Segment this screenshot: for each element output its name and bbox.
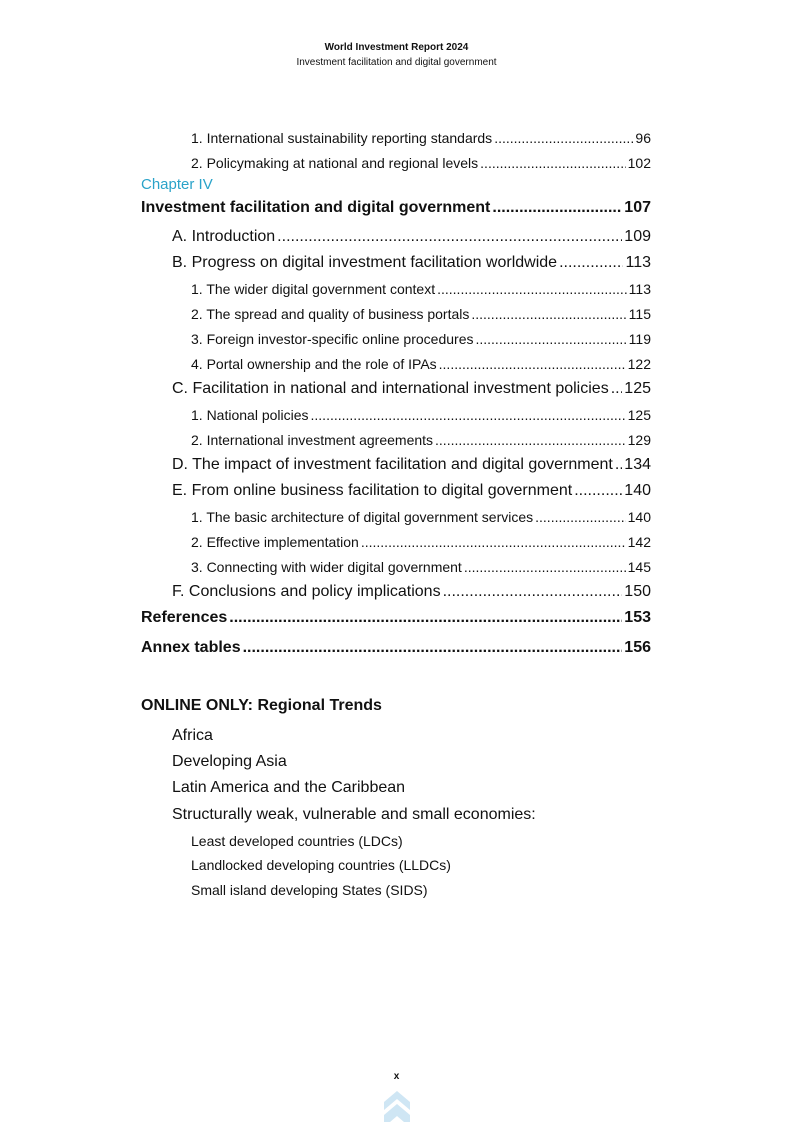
toc-section[interactable]: [172, 228, 651, 246]
toc-entry-page: 140: [624, 482, 651, 499]
toc-subsection[interactable]: [191, 306, 651, 322]
toc-entry-label: F. Conclusions and policy implications: [172, 583, 441, 600]
toc-entry-page: 125: [627, 407, 651, 423]
toc-subsection[interactable]: [191, 559, 651, 575]
toc-subsection[interactable]: [191, 331, 651, 347]
online-only-heading: ONLINE ONLY: Regional Trends: [141, 697, 382, 714]
toc-entry-page: 119: [628, 331, 651, 347]
toc-entry-page: 153: [624, 609, 651, 626]
regional-trend-item[interactable]: Developing Asia: [172, 753, 287, 770]
toc-subsection[interactable]: [191, 534, 651, 550]
toc-subsection[interactable]: [191, 356, 651, 372]
toc-entry-page: 109: [624, 228, 651, 245]
toc-leader: [229, 609, 622, 627]
toc-subsection[interactable]: [191, 509, 651, 525]
toc-section[interactable]: [172, 380, 651, 398]
toc-entry-label: D. The impact of investment facilitation and digital government: [172, 456, 613, 473]
regional-trend-item[interactable]: Africa: [172, 727, 213, 744]
toc-entry-page: 115: [628, 306, 651, 322]
toc-entry-label: 3. Foreign investor-specific online procedures: [191, 331, 474, 347]
toc-entry-label: 4. Portal ownership and the role of IPAs: [191, 356, 437, 372]
toc-entry-label: B. Progress on digital investment facilitation worldwide: [172, 254, 558, 271]
toc-leader: [464, 559, 626, 575]
toc-leader: [439, 356, 626, 372]
toc-entry-label: C. Facilitation in national and international investment policies: [172, 380, 609, 397]
toc-chapter-title[interactable]: [141, 199, 651, 217]
toc-entry[interactable]: [191, 130, 651, 146]
toc-entry-page: 102: [627, 155, 651, 171]
toc-subsection[interactable]: [191, 432, 651, 448]
toc-entry-label: 2. International investment agreements: [191, 432, 434, 448]
toc-entry-page: 96: [635, 130, 651, 146]
toc-entry-page: 140: [627, 509, 651, 525]
toc-section[interactable]: [172, 456, 651, 474]
toc-entry-label: 2. Effective implementation: [191, 534, 359, 550]
toc-entry[interactable]: [191, 155, 651, 171]
toc-leader: [475, 331, 626, 347]
toc-entry-label: Annex tables: [141, 639, 241, 656]
toc-entry-label: A. Introduction: [172, 228, 276, 245]
toc-section[interactable]: [172, 583, 651, 601]
report-title: World Investment Report 2024: [324, 42, 469, 53]
regional-trend-subitem[interactable]: Small island developing States (SIDS): [191, 882, 428, 898]
toc-entry-page: 122: [627, 356, 651, 372]
toc-leader: [480, 155, 625, 171]
toc-leader: [494, 130, 633, 146]
toc-leader: [574, 482, 622, 500]
toc-subsection[interactable]: [191, 407, 651, 423]
chapter-label: Chapter IV: [141, 176, 213, 193]
toc-leader: [615, 456, 622, 474]
toc-leader: [277, 228, 622, 246]
toc-subsection[interactable]: [191, 281, 651, 297]
regional-trend-item[interactable]: Structurally weak, vulnerable and small economies:: [172, 806, 536, 823]
toc-leader: [435, 432, 626, 448]
toc-entry-page: 150: [624, 583, 651, 600]
toc-leader: [311, 407, 626, 423]
toc-entry-label: 1. The wider digital government context: [191, 281, 436, 297]
toc-entry-label: 1. The basic architecture of digital government services: [191, 509, 534, 525]
toc-entry-label: 1. International sustainability reporting standards: [191, 130, 493, 146]
toc-entry-label: 2. Policymaking at national and regional levels: [191, 155, 479, 171]
regional-trend-item[interactable]: Latin America and the Caribbean: [172, 779, 406, 796]
toc-leader: [492, 199, 622, 217]
toc-entry-page: 125: [624, 380, 651, 397]
toc-leader: [559, 254, 623, 272]
toc-entry-label: 3. Connecting with wider digital government: [191, 559, 462, 575]
toc-entry-page: 113: [625, 254, 651, 271]
toc-entry-page: 107: [624, 199, 651, 216]
toc-leader: [243, 639, 623, 657]
report-subtitle: Investment facilitation and digital government: [296, 57, 497, 68]
toc-entry-label: References: [141, 609, 228, 626]
toc-entry-label: Investment facilitation and digital government: [141, 199, 491, 216]
toc-leader: [471, 306, 626, 322]
toc-references[interactable]: [141, 609, 651, 627]
toc-entry-page: 129: [627, 432, 651, 448]
toc-entry-page: 145: [627, 559, 651, 575]
page-number: x: [393, 1071, 400, 1082]
toc-entry-label: 2. The spread and quality of business portals: [191, 306, 470, 322]
toc-leader: [361, 534, 626, 550]
regional-trend-subitem[interactable]: Least developed countries (LDCs): [191, 833, 403, 849]
toc-leader: [535, 509, 626, 525]
toc-leader: [443, 583, 623, 601]
toc-leader: [437, 281, 627, 297]
toc-section[interactable]: [172, 254, 651, 272]
chevron-up-logo-icon: [384, 1091, 410, 1122]
toc-entry-label: E. From online business facilitation to digital government: [172, 482, 573, 499]
toc-leader: [611, 380, 623, 398]
toc-entry-page: 113: [628, 281, 651, 297]
toc-entry-label: 1. National policies: [191, 407, 309, 423]
toc-entry-page: 134: [624, 456, 651, 473]
toc-entry-page: 142: [627, 534, 651, 550]
toc-annex-tables[interactable]: [141, 639, 651, 657]
toc-entry-page: 156: [624, 639, 651, 656]
regional-trend-subitem[interactable]: Landlocked developing countries (LLDCs): [191, 857, 451, 873]
toc-section[interactable]: [172, 482, 651, 500]
